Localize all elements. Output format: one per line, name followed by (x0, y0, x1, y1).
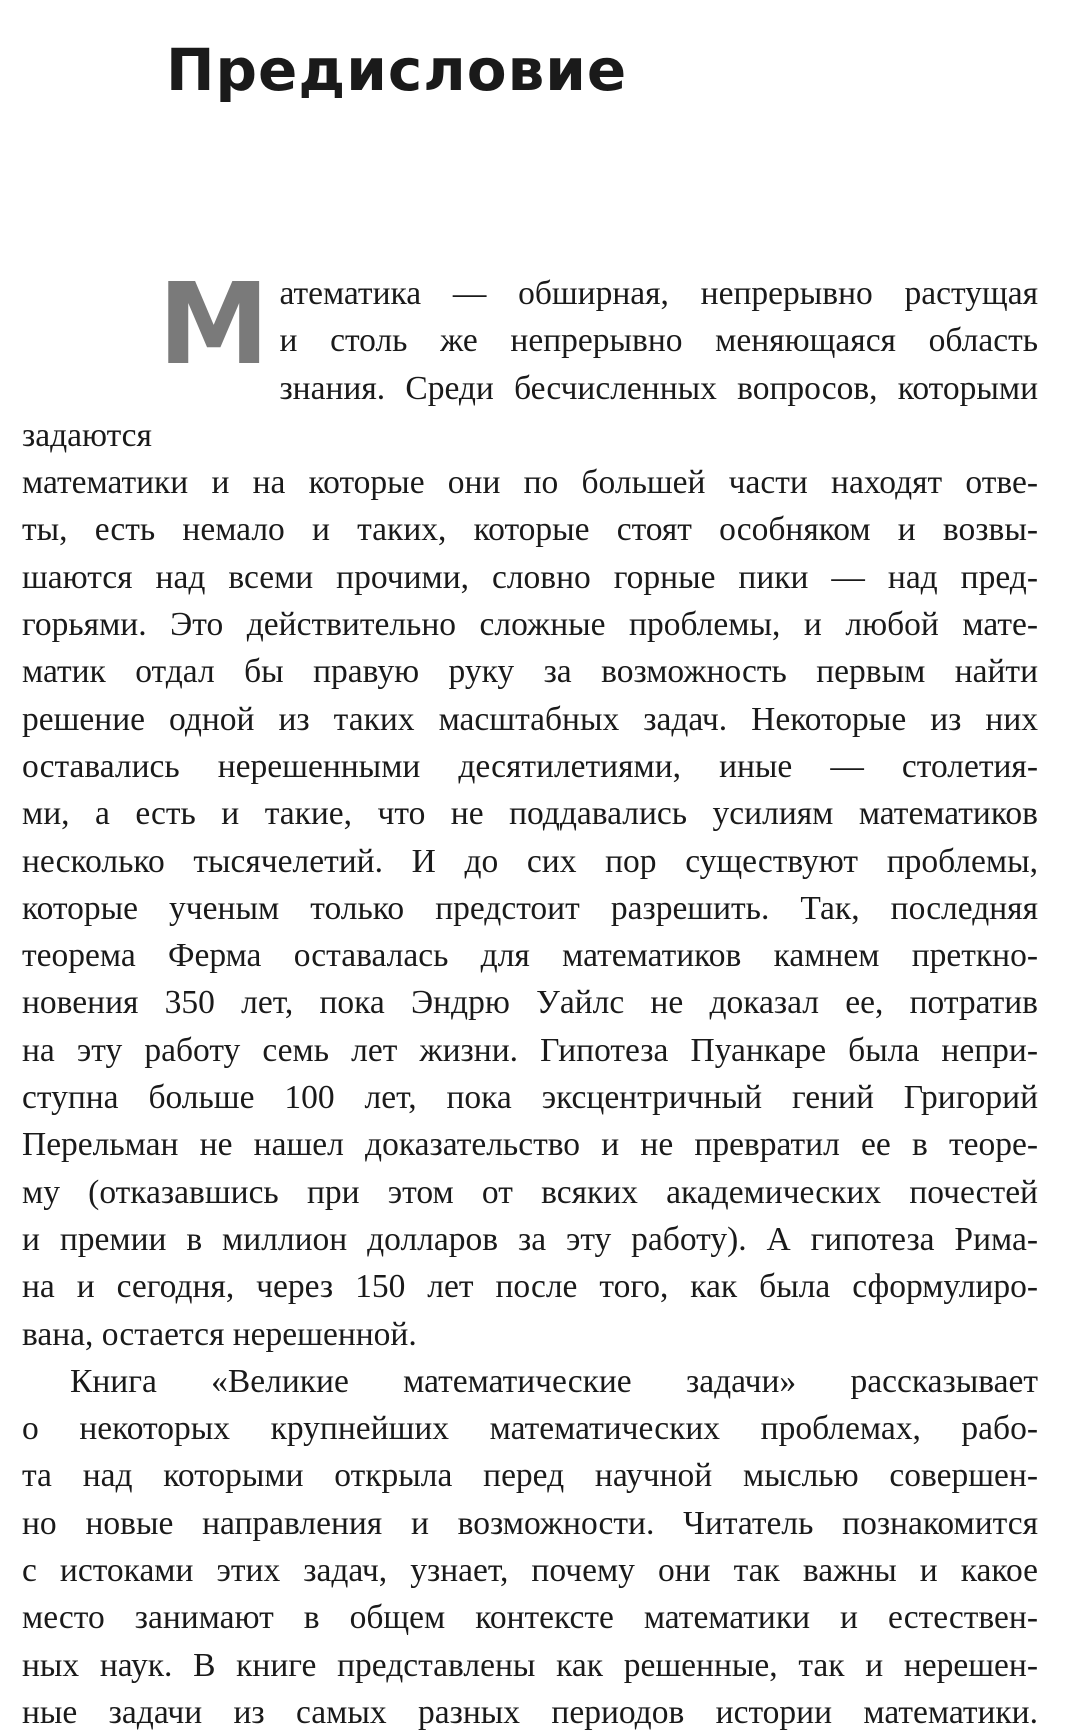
text-line: на и сегодня, через 150 лет после того, как была сформулиро- (22, 1268, 1038, 1306)
text-line: новения 350 лет, пока Эндрю Уайлс не доказал ее, потратив (22, 984, 1038, 1022)
text-line: но новые направления и возможности. Читатель познакомится (22, 1504, 1038, 1542)
text-line: на эту работу семь лет жизни. Гипотеза Пуанкаре была непри- (22, 1031, 1038, 1069)
text-line: о некоторых крупнейших математических проблемах, рабо- (22, 1410, 1038, 1448)
text-line: Книга «Великие математические задачи» рассказывает (70, 1362, 1038, 1400)
text-line: оставались нерешенными десятилетиями, иные — столетия- (22, 747, 1038, 785)
text-line: и премии в миллион долларов за эту работу). А гипотеза Рима- (22, 1220, 1038, 1258)
text-line: вана, остается нерешенной. (22, 1315, 417, 1353)
text-line: математики и на которые они по большей части находят отве- (22, 464, 1038, 502)
text-line: горьями. Это действительно сложные проблемы, и любой мате- (22, 606, 1038, 644)
text-line: атематика — обширная, непрерывно растущая (279, 275, 1038, 312)
page-title: Предисловие (166, 36, 628, 104)
text-line: теорема Ферма оставалась для математиков камнем преткно- (22, 937, 1038, 975)
text-line: знания. Среди бесчисленных вопросов, которыми задаются (22, 369, 1038, 454)
text-line: несколько тысячелетий. И до сих пор существуют проблемы, (22, 842, 1038, 880)
text-line: которые ученым только предстоит разрешить. Так, последняя (22, 889, 1038, 927)
text-line: ные задачи из самых разных периодов истории математики. (22, 1693, 1038, 1731)
text-line: ты, есть немало и таких, которые стоят особняком и возвы- (22, 511, 1038, 549)
text-line: решение одной из таких масштабных задач. Некоторые из них (22, 700, 1038, 738)
text-line: ми, а есть и такие, что не поддавались усилиям математиков (22, 795, 1038, 833)
text-line: и столь же непрерывно меняющаяся область (279, 322, 1038, 360)
text-line: та над которыми открыла перед научной мыслью совершен- (22, 1457, 1038, 1495)
drop-cap: М (158, 260, 270, 390)
text-line: ступна больше 100 лет, пока эксцентричный гений Григорий (22, 1079, 1038, 1117)
text-line: место занимают в общем контексте математики и естествен- (22, 1599, 1038, 1637)
text-line: Перельман не нашел доказательство и не превратил ее в теоре- (22, 1126, 1038, 1164)
text-line: с истоками этих задач, узнает, почему они так важны и какое (22, 1552, 1038, 1590)
preface-text (22, 260, 1038, 1736)
text-line: матик отдал бы правую руку за возможность первым найти (22, 653, 1038, 691)
text-line: ных наук. В книге представлены как решенные, так и нерешен- (22, 1646, 1038, 1684)
text-line: му (отказавшись при этом от всяких академических почестей (22, 1173, 1038, 1211)
text-line: шаются над всеми прочими, словно горные пики — над пред- (22, 558, 1038, 596)
